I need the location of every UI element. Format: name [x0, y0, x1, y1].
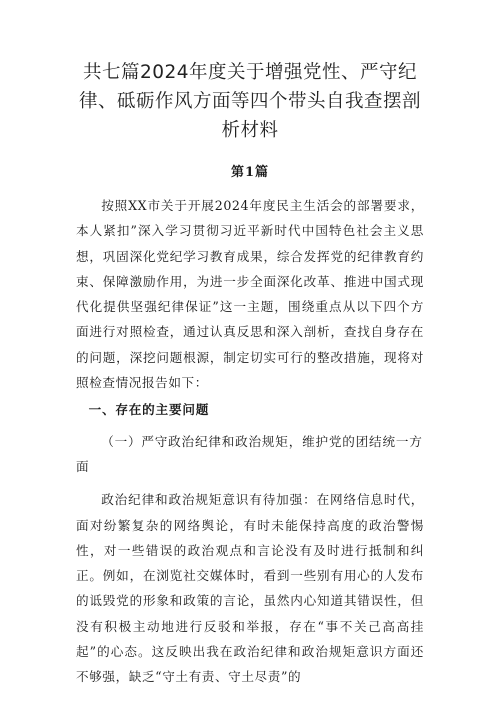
sub-heading: （一）严守政治纪律和政治规矩，维护党的团结统一方面 [76, 433, 423, 474]
body-paragraph: 政治纪律和政治规矩意识有待加强：在网络信息时代，面对纷繁复杂的网络舆论，有时未能保持高度的政治警惕性，对一些错误的政治观点和言论没有及时进行抵制和纠正。例如，在浏览社交媒体时，看到一些别有用心的人发布的诋毁党的形象和政策的言论，虽然内心知道其错误性，但没有积极主动地进行反驳和举报，存在“事不关己高高挂起”的心态。这反映出我在政治纪律和政治规矩意识方面还不够强，缺乏“守土有责、守土尽责”的 [76, 492, 424, 685]
section-heading: 一、存在的主要问题 [88, 402, 210, 418]
chapter-heading: 第1篇 [230, 165, 270, 180]
intro-paragraph: 按照XX市关于开展2024年度民主生活会的部署要求，本人紧扣”深入学习贯彻习近平新时代中国特色社会主义思想，巩固深化党纪学习教育成果，综合发挥党的纪律教育约束、保障激励作用，为进一步全面深化改革、推进中国式现代化提供坚强纪律保证”这一主题，围绕重点从以下四个方面进行对照检查，通过认真反思和深入剖析，查找自身存在的问题，深挖问题根源，制定切实可行的整改措施，现将对照检查情况报告如下： [76, 198, 424, 391]
document-title: 共七篇2024年度关于增强党性、严守纪律、砥砺作风方面等四个带头自我查摆剖析材料 [78, 62, 421, 141]
